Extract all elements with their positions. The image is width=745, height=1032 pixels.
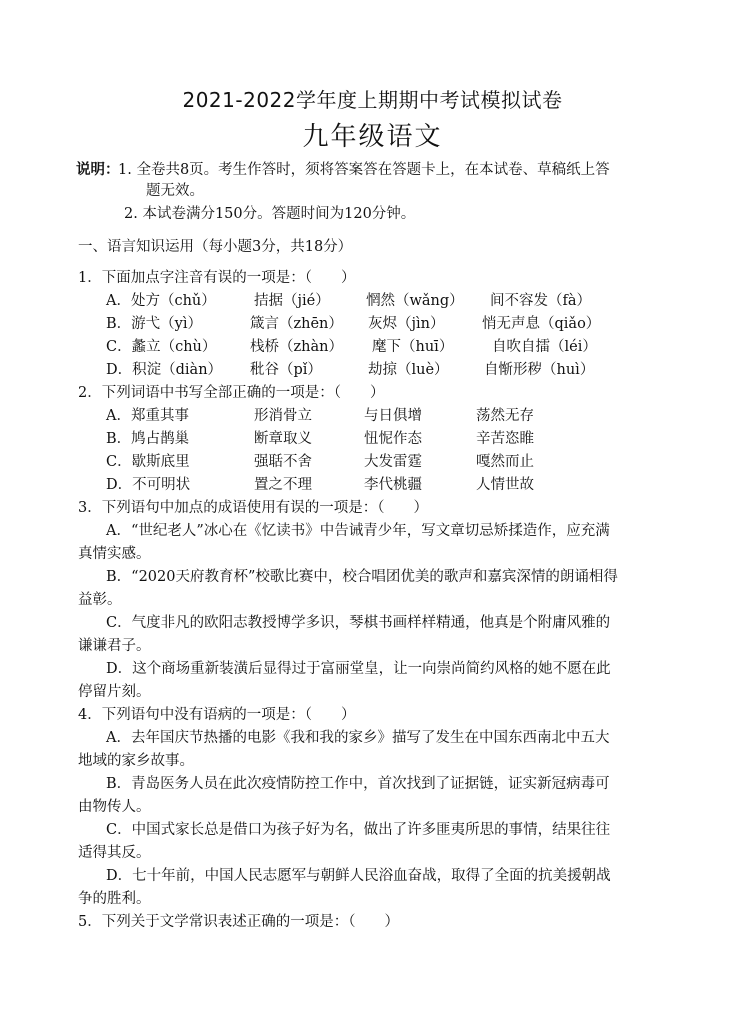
option-a-word-3: 与日俱增 — [364, 408, 422, 424]
exam-title: 2021-2022学年度上期期中考试模拟试卷 — [182, 88, 563, 112]
question-4-option-d-line-2: 争的胜利。 — [78, 891, 151, 907]
option-c-word-2: 栈桥（zhàn） — [250, 339, 343, 355]
note-1-line-2: 题无效。 — [146, 183, 204, 199]
option-c-word-2: 强聒不舍 — [254, 454, 312, 470]
notes-label: 说明： — [76, 161, 120, 178]
question-4-option-b-line-1: B．青岛医务人员在此次疫情防控工作中，首次找到了证据链，证实新冠病毒可 — [106, 776, 610, 792]
exam-subject-title: 九年级语文 — [302, 122, 443, 152]
option-b-word-3: 灰烬（jìn） — [368, 316, 445, 332]
option-d-word-1: D．积淀（diàn） — [106, 362, 223, 378]
note-1-line-1: 1. 全卷共8页。考生作答时，须将答案答在答题卡上，在本试卷、草稿纸上答 — [118, 162, 610, 178]
option-d-word-4: 自惭形秽（huì） — [484, 362, 595, 378]
option-b-word-2: 断章取义 — [254, 431, 312, 447]
option-d-word-1: D．不可明状 — [106, 477, 191, 493]
option-b-word-3: 忸怩作态 — [364, 431, 422, 447]
option-c-word-4: 嘎然而止 — [476, 454, 534, 470]
option-b-word-2: 箴言（zhēn） — [250, 316, 343, 332]
option-a-word-3: 惘然（wǎng） — [366, 293, 464, 309]
question-4-stem: 4．下列语句中没有语病的一项是：（ ） — [78, 707, 356, 723]
option-d-word-2: 置之不理 — [254, 477, 312, 493]
question-3-option-c-line-2: 谦谦君子。 — [78, 638, 151, 654]
question-5-stem: 5．下列关于文学常识表述正确的一项是：（ ） — [78, 914, 399, 930]
question-4-option-a-line-2: 地域的家乡故事。 — [78, 753, 194, 769]
option-a-word-4: 间不容发（fà） — [490, 293, 592, 309]
option-d-word-4: 人情世故 — [476, 477, 534, 493]
option-a-word-4: 荡然无存 — [476, 408, 534, 424]
question-3-option-d-line-1: D．这个商场重新装潢后显得过于富丽堂皇，让一向崇尚简约风格的她不愿在此 — [106, 661, 611, 677]
question-3-stem: 3．下列语句中加点的成语使用有误的一项是：（ ） — [78, 500, 428, 516]
question-3-option-c-line-1: C．气度非凡的欧阳志教授博学多识，琴棋书画样样精通，他真是个附庸风雅的 — [106, 615, 611, 631]
option-b-word-1: B．鸠占鹊巢 — [106, 431, 190, 447]
option-a-word-1: A．处方（chǔ） — [106, 293, 216, 309]
question-3-option-d-line-2: 停留片刻。 — [78, 684, 151, 700]
question-3-option-a-line-2: 真情实感。 — [78, 546, 151, 562]
option-d-word-3: 劫掠（luè） — [368, 362, 449, 378]
option-b-word-4: 辛苦恣睢 — [476, 431, 534, 447]
note-2: 2. 本试卷满分150分。答题时间为120分钟。 — [124, 206, 416, 222]
option-c-word-4: 自吹自擂（léi） — [492, 339, 597, 355]
option-a-word-2: 拮据（jié） — [254, 293, 330, 309]
question-4-option-b-line-2: 由物传人。 — [78, 799, 151, 815]
option-a-word-2: 形消骨立 — [254, 408, 312, 424]
question-3-option-b-line-2: 益彰。 — [78, 592, 122, 608]
section-1-heading: 一、语言知识运用（每小题3分，共18分） — [78, 239, 353, 255]
question-4-option-d-line-1: D．七十年前，中国人民志愿军与朝鲜人民浴血奋战，取得了全面的抗美援朝战 — [106, 868, 611, 884]
question-4-option-a-line-1: A．去年国庆节热播的电影《我和我的家乡》描写了发生在中国东西南北中五大 — [106, 730, 610, 746]
question-1-stem: 1．下面加点字注音有误的一项是：（ ） — [78, 270, 356, 286]
option-c-word-1: C．蠡立（chù） — [106, 339, 217, 355]
option-c-word-3: 大发雷霆 — [364, 454, 422, 470]
option-b-word-1: B．游弋（yì） — [106, 316, 202, 332]
option-c-word-3: 麾下（huī） — [372, 339, 454, 355]
question-4-option-c-line-1: C．中国式家长总是借口为孩子好为名，做出了许多匪夷所思的事情，结果往往 — [106, 822, 611, 838]
question-4-option-c-line-2: 适得其反。 — [78, 845, 151, 861]
option-d-word-3: 李代桃疆 — [364, 477, 422, 493]
question-3-option-b-line-1: B．“2020天府教育杯”校歌比赛中，校合唱团优美的歌声和嘉宾深情的朗诵相得 — [106, 569, 618, 585]
question-2-stem: 2．下列词语中书写全部正确的一项是：（ ） — [78, 385, 385, 401]
option-b-word-4: 悄无声息（qiǎo） — [482, 316, 601, 332]
option-a-word-1: A．郑重其事 — [106, 408, 189, 424]
option-d-word-2: 秕谷（pǐ） — [250, 362, 322, 378]
option-c-word-1: C．歇斯底里 — [106, 454, 190, 470]
question-3-option-a-line-1: A．“世纪老人”冰心在《忆读书》中告诫青少年，写文章切忌矫揉造作，应充满 — [106, 523, 610, 539]
